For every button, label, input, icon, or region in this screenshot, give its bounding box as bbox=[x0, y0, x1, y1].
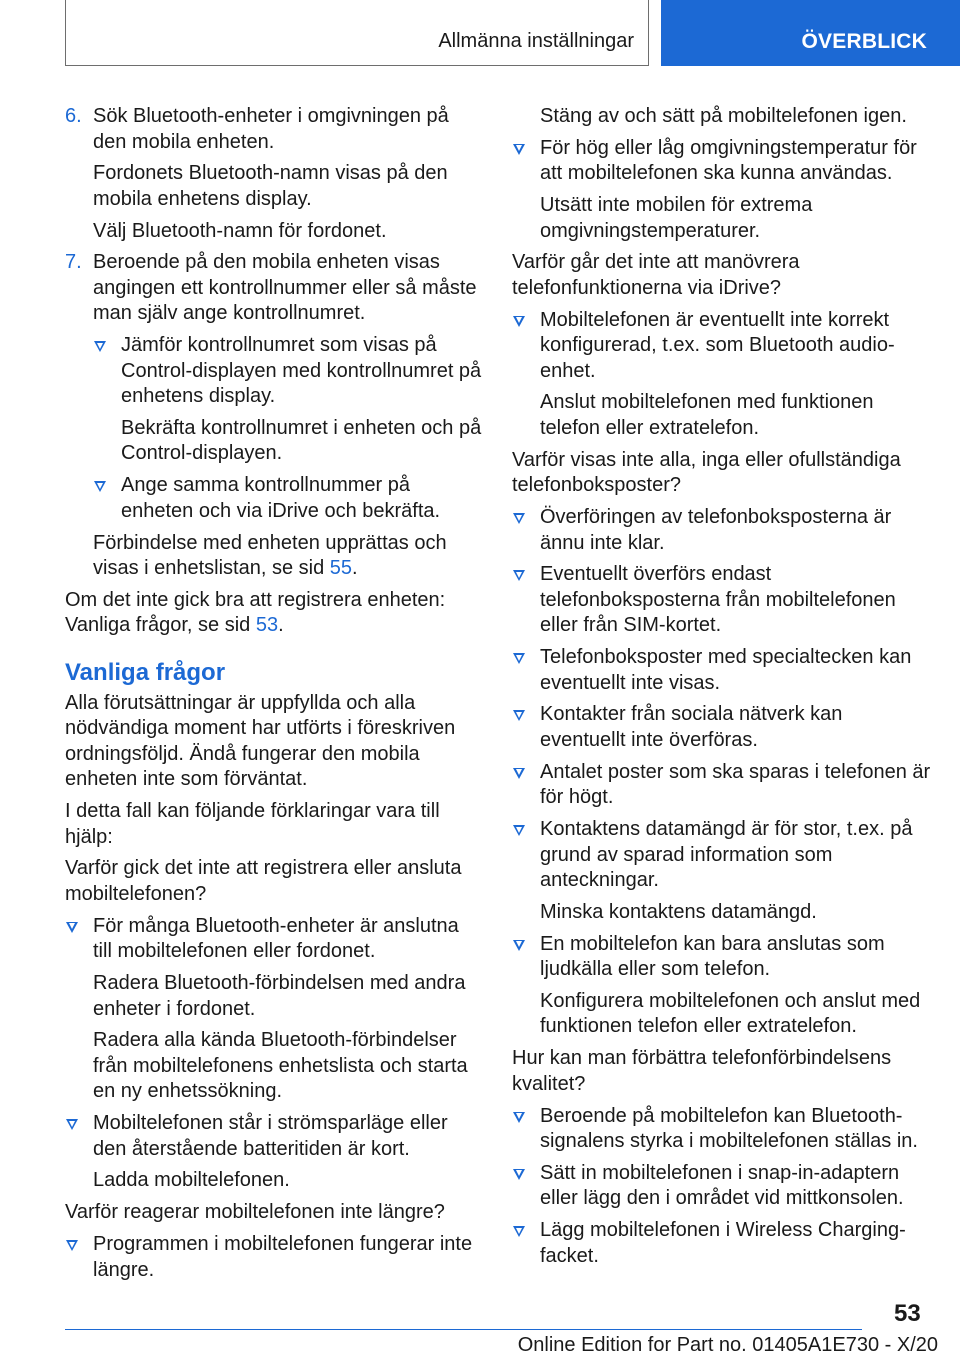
paragraph: Stäng av och sätt på mobiltelefonen igen. bbox=[540, 105, 907, 127]
edition-footer: Online Edition for Part no. 01405A1E730 - X/20 bbox=[517, 1334, 938, 1356]
triangle-bullet-icon bbox=[513, 1112, 525, 1123]
page-number: 53 bbox=[894, 1300, 921, 1327]
paragraph: Konfigurera mobiltelefonen och anslut med funktionen telefon eller extratelefon. bbox=[540, 989, 921, 1038]
page-link[interactable]: 53 bbox=[255, 614, 279, 637]
bullet-text: Antalet poster som ska sparas i telefonen är för högt. bbox=[540, 760, 931, 809]
step-7 bbox=[65, 250, 483, 327]
triangle-bullet-icon bbox=[66, 1240, 78, 1251]
bullet-text: Mobiltelefonen står i strömsparläge eller den återstående batteritiden är kort. bbox=[93, 1112, 448, 1160]
paragraph bbox=[65, 531, 483, 582]
section-tab[interactable] bbox=[661, 0, 960, 66]
bullet-item bbox=[512, 702, 932, 753]
bullet-text: Eventuellt överförs endast telefonboksposterna från mobiltelefonen eller från SIM-kortet. bbox=[540, 563, 896, 637]
question: Varför reagerar mobiltelefonen inte längre? bbox=[65, 1201, 445, 1224]
paragraph: Bekräfta kontrollnumret i enheten och på Control-displayen. bbox=[121, 416, 482, 465]
triangle-bullet-icon bbox=[513, 513, 525, 524]
paragraph-text: Om det inte gick bra att registrera enheten: Vanliga frågor, se sid bbox=[65, 588, 446, 637]
bullet-item bbox=[512, 1161, 932, 1212]
bullet-item bbox=[512, 308, 932, 385]
bullet-text: Jämför kontrollnumret som visas på Control-displayen med kontrollnumret på enhetens display. bbox=[121, 334, 482, 408]
bullet-item bbox=[512, 1218, 932, 1269]
punctuation: . bbox=[278, 614, 284, 637]
triangle-bullet-icon bbox=[66, 1119, 78, 1130]
bullet-item bbox=[512, 136, 932, 187]
bullet-text: Mobiltelefonen är eventuellt inte korrekt konfigurerad, t.ex. som Bluetooth audio-enhet. bbox=[540, 308, 895, 382]
paragraph: Anslut mobiltelefonen med funktionen telefon eller extratelefon. bbox=[540, 391, 874, 439]
section-heading: Vanliga frågor bbox=[65, 658, 226, 686]
page-header bbox=[0, 0, 960, 66]
left-column bbox=[65, 104, 483, 1289]
paragraph: Välj Bluetooth-namn för fordonet. bbox=[93, 219, 387, 242]
triangle-bullet-icon bbox=[513, 710, 525, 721]
chapter-box bbox=[65, 0, 649, 66]
bullet-text: Sätt in mobiltelefonen i snap-in-adaptern eller lägg den i området vid mittkonsolen. bbox=[540, 1161, 904, 1210]
bullet-text: För hög eller låg omgivningstemperatur för att mobiltelefonen ska kunna användas. bbox=[540, 136, 917, 185]
bullet-item bbox=[512, 505, 932, 556]
bullet-text: Programmen i mobiltelefonen fungerar inte längre. bbox=[93, 1233, 473, 1281]
step-text: Sök Bluetooth-enheter i omgivningen på den mobila enheten. bbox=[93, 105, 449, 153]
paragraph: Fordonets Bluetooth-namn visas på den mobila enhetens display. bbox=[93, 162, 448, 210]
step-6 bbox=[65, 104, 483, 155]
section-tab-label: ÖVERBLICK bbox=[801, 30, 927, 53]
question: Hur kan man förbättra telefonförbindelsens kvalitet? bbox=[512, 1047, 892, 1095]
bullet-item bbox=[512, 645, 932, 696]
step-number: 7. bbox=[65, 251, 82, 274]
question: Varför visas inte alla, inga eller ofullständiga telefonboksposter? bbox=[512, 448, 901, 497]
triangle-bullet-icon bbox=[513, 653, 525, 664]
bullet-text: Beroende på mobiltelefon kan Bluetooth-signalens styrka i mobiltelefonen ställas in. bbox=[540, 1104, 918, 1153]
paragraph: Utsätt inte mobilen för extrema omgivningstemperaturer. bbox=[540, 194, 813, 242]
bullet-item bbox=[65, 1111, 483, 1162]
bullet-text: En mobiltelefon kan bara anslutas som ljudkälla eller som telefon. bbox=[540, 932, 885, 981]
punctuation: . bbox=[352, 557, 358, 580]
bullet-item bbox=[512, 932, 932, 983]
step-text: Beroende på den mobila enheten visas angingen ett kontrollnummer eller så måste man själv ange kontrollnumret. bbox=[93, 251, 477, 325]
bullet-text: Kontaktens datamängd är för stor, t.ex. på grund av sparad information som anteckningar. bbox=[540, 818, 913, 892]
right-column bbox=[512, 104, 932, 1275]
bullet-item bbox=[512, 1104, 932, 1155]
paragraph-text: Förbindelse med enheten upprättas och visas i enhetslistan, se sid bbox=[93, 531, 447, 580]
triangle-bullet-icon bbox=[513, 570, 525, 581]
paragraph: I detta fall kan följande förklaringar vara till hjälp: bbox=[65, 800, 440, 848]
bullet-item bbox=[512, 760, 932, 811]
triangle-bullet-icon bbox=[513, 316, 525, 327]
paragraph: Radera alla kända Bluetooth-förbindelser från mobiltelefonens enhetslista och starta en ny enhetssökning. bbox=[93, 1029, 468, 1103]
triangle-bullet-icon bbox=[66, 922, 78, 933]
footer-divider bbox=[65, 1329, 862, 1330]
triangle-bullet-icon bbox=[513, 144, 525, 155]
bullet-item bbox=[65, 1232, 483, 1283]
question: Varför gick det inte att registrera eller ansluta mobiltelefonen? bbox=[65, 857, 462, 905]
paragraph: Alla förutsättningar är uppfyllda och alla nödvändiga moment har utförts i föreskriven ordningsföljd. Ändå fungerar den mobila enheten inte som förväntat. bbox=[65, 691, 456, 791]
step-number: 6. bbox=[65, 105, 82, 127]
paragraph: Ladda mobiltelefonen. bbox=[93, 1169, 290, 1192]
triangle-bullet-icon bbox=[513, 825, 525, 836]
question: Varför går det inte att manövrera telefonfunktionerna via iDrive? bbox=[512, 251, 800, 299]
bullet-text: Kontakter från sociala nätverk kan eventuellt inte överföras. bbox=[540, 703, 843, 751]
page-link[interactable]: 55 bbox=[329, 557, 353, 580]
bullet-text: Telefonboksposter med specialtecken kan eventuellt inte visas. bbox=[540, 646, 912, 694]
triangle-bullet-icon bbox=[513, 940, 525, 951]
triangle-bullet-icon bbox=[513, 1169, 525, 1180]
paragraph: Minska kontaktens datamängd. bbox=[540, 900, 817, 923]
bullet-text: Lägg mobiltelefonen i Wireless Charging-facket. bbox=[540, 1219, 906, 1267]
triangle-bullet-icon bbox=[94, 341, 106, 352]
bullet-text: För många Bluetooth-enheter är anslutna till mobiltelefonen eller fordonet. bbox=[93, 914, 459, 963]
bullet-item bbox=[93, 473, 483, 524]
bullet-item bbox=[65, 914, 483, 965]
paragraph bbox=[65, 588, 483, 639]
triangle-bullet-icon bbox=[94, 481, 106, 492]
bullet-item bbox=[93, 333, 483, 410]
bullet-item bbox=[512, 817, 932, 894]
bullet-item bbox=[512, 562, 932, 639]
bullet-text: Överföringen av telefonboksposterna är ännu inte klar. bbox=[540, 506, 892, 554]
paragraph: Radera Bluetooth-förbindelsen med andra enheter i fordonet. bbox=[93, 972, 466, 1020]
bullet-text: Ange samma kontrollnummer på enheten och via iDrive och bekräfta. bbox=[121, 474, 441, 522]
triangle-bullet-icon bbox=[513, 768, 525, 779]
triangle-bullet-icon bbox=[513, 1226, 525, 1237]
chapter-title: Allmänna inställningar bbox=[438, 30, 634, 52]
